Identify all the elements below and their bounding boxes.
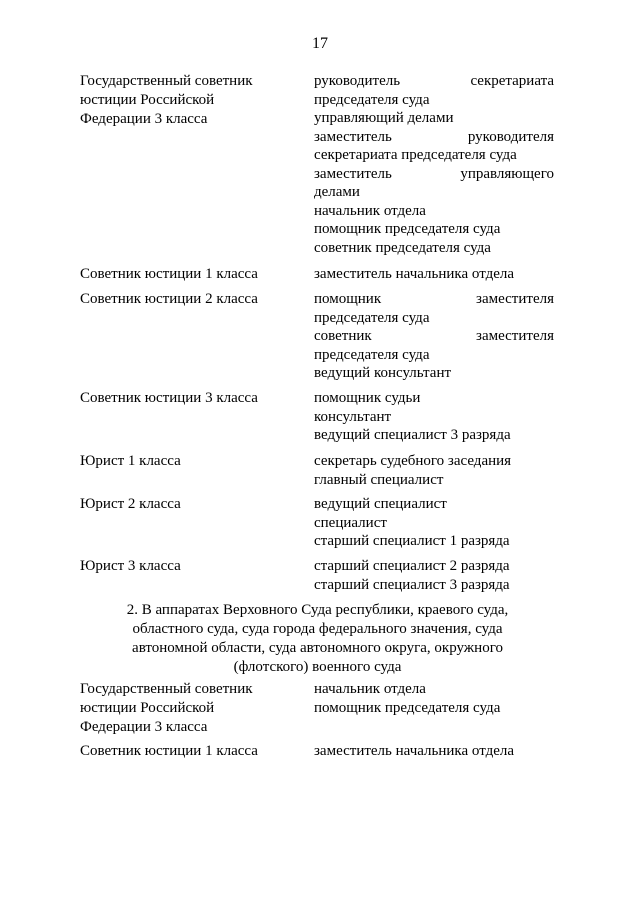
position-text: секретарь судебного заседания [314,453,512,469]
class-rank-line: Советник юстиции 1 класса [80,743,258,759]
position-list [314,389,554,452]
position-line [314,165,554,184]
position-line [314,576,554,595]
position-text: старший специалист 1 разряда [314,533,510,549]
position-line [314,72,554,91]
position-line [314,202,554,221]
position-text: советник председателя суда [314,239,491,256]
rank-position-table [80,72,555,597]
position-text: специалист [314,514,387,531]
table-row [80,557,555,597]
position-text: заместителя [476,328,554,344]
position-text: заместителя [476,291,554,307]
position-text: заместитель [314,165,392,182]
class-rank [80,495,314,557]
position-line [314,699,554,718]
section-heading-line: областного суда, суда города федерального значения, суда [132,621,503,637]
position-list [314,680,554,742]
position-line [314,471,554,490]
class-rank-line: Советник юстиции 1 класса [80,266,258,282]
class-rank-line: Юрист 2 класса [80,496,181,512]
table-row [80,452,555,495]
class-rank-line: юстиции Российской [80,92,215,108]
position-text: председателя суда [314,346,430,363]
position-text: заместитель [314,128,392,145]
position-text: помощник судьи [314,390,421,406]
position-line [314,346,554,365]
position-list [314,742,554,767]
position-text: старший специалист 3 разряда [314,576,510,593]
position-text: ведущий специалист [314,496,447,512]
position-line [314,265,554,284]
position-text: секретариата [470,73,554,89]
position-line [314,220,554,239]
position-text: советник [314,328,372,344]
position-line [314,389,554,408]
position-line [314,91,554,110]
class-rank [80,389,314,452]
class-rank-line: Юрист 1 класса [80,453,181,469]
position-text: помощник председателя суда [314,699,501,716]
position-text: начальник отдела [314,202,426,219]
position-line [314,514,554,533]
section-heading [80,601,555,677]
class-rank [80,72,314,265]
class-rank [80,742,314,767]
position-list [314,495,554,557]
position-line [314,680,554,699]
table-row [80,265,555,290]
table-row [80,680,555,742]
position-text: заместитель начальника отдела [314,743,514,759]
class-rank-line: Советник юстиции 2 класса [80,291,258,307]
position-line [314,128,554,147]
position-line [314,309,554,328]
position-text: делами [314,184,360,200]
position-text: помощник председателя суда [314,221,501,237]
position-line [314,408,554,427]
class-rank-line: Государственный советник [80,681,253,697]
position-line [314,239,554,258]
position-text: консультант [314,408,392,425]
position-text: управляющего [460,165,554,182]
position-list [314,557,554,597]
position-line [314,452,554,471]
position-line [314,146,554,165]
class-rank [80,557,314,597]
position-text: ведущий консультант [314,365,452,381]
position-text: руководителя [467,128,554,145]
class-rank-line: Советник юстиции 3 класса [80,390,258,406]
position-line [314,364,554,383]
table-row [80,72,555,265]
position-line [314,557,554,576]
rank-position-table-section-2 [80,680,555,767]
class-rank-line: Юрист 3 класса [80,558,181,574]
position-text: ведущий специалист 3 разряда [314,427,511,443]
position-line [314,532,554,551]
section-heading-line: 2. В аппаратах Верховного Суда республики, краевого суда, [126,602,509,618]
position-text: председателя суда [314,309,430,326]
class-rank [80,680,314,742]
position-list [314,265,554,290]
position-text: секретариата председателя суда [314,147,517,163]
position-line [314,495,554,514]
table-row [80,495,555,557]
position-text: помощник [314,291,382,307]
class-rank-line: Государственный советник [80,73,253,89]
position-text: управляющий делами [314,110,454,126]
position-text: старший специалист 2 разряда [314,558,510,574]
position-list [314,72,554,265]
position-text: главный специалист [314,471,444,488]
position-line [314,183,554,202]
class-rank [80,265,314,290]
section-heading-line: автономной области, суда автономного округа, окружного [132,640,503,656]
table-row [80,742,555,767]
class-rank-line: юстиции Российской [80,700,215,716]
position-line [314,742,554,761]
position-line [314,327,554,346]
page-number: 17 [312,35,328,52]
class-rank-line: Федерации 3 класса [80,111,208,127]
position-text: руководитель [314,73,401,89]
position-line [314,109,554,128]
position-text: заместитель начальника отдела [314,266,514,282]
class-rank [80,290,314,389]
position-text: председателя суда [314,91,430,108]
position-list [314,452,554,495]
class-rank [80,452,314,495]
table-row [80,290,555,389]
position-line [314,426,554,445]
position-text: начальник отдела [314,681,426,697]
position-list [314,290,554,389]
section-heading-line: (флотского) военного суда [233,659,402,675]
position-line [314,290,554,309]
table-row [80,389,555,452]
class-rank-line: Федерации 3 класса [80,719,208,735]
